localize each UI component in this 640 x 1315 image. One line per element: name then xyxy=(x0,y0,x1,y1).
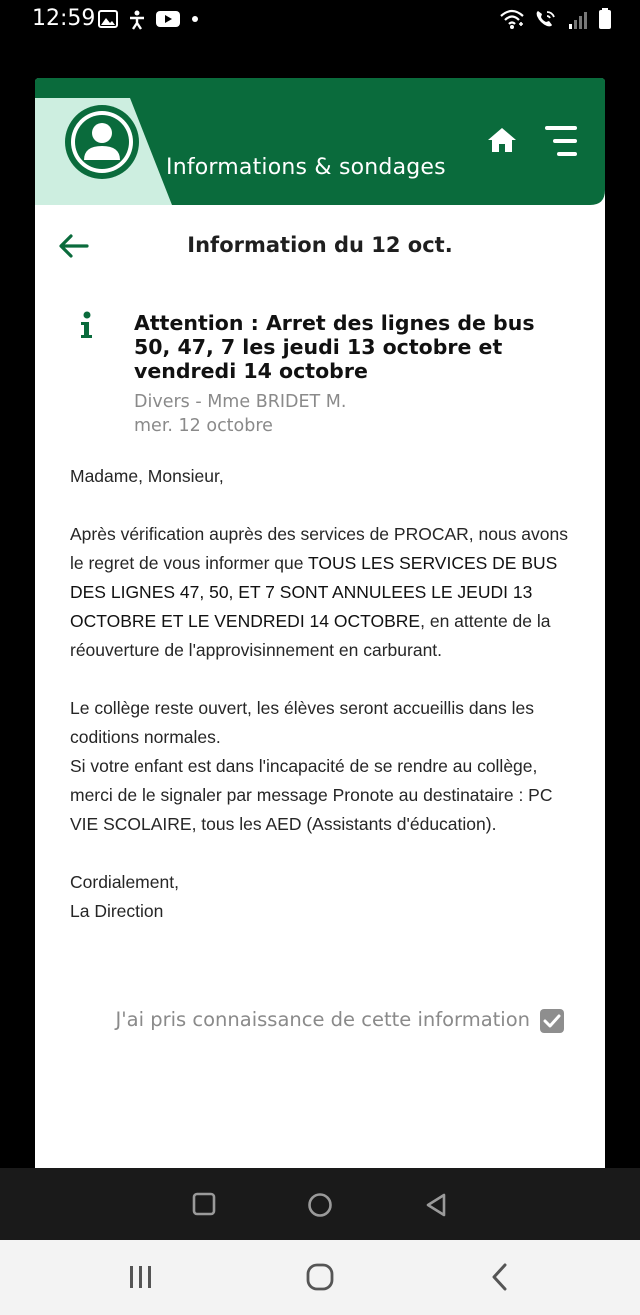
message-meta xyxy=(134,390,554,438)
message-body xyxy=(70,462,575,926)
triangle-back-icon[interactable] xyxy=(424,1192,448,1218)
dot-icon xyxy=(192,16,198,22)
message-title: Attention : Arret des lignes de bus 50, 47, 7 les jeudi 13 octobre et vendredi 14 octobre xyxy=(134,311,535,383)
status-bar xyxy=(0,0,640,40)
square-icon[interactable] xyxy=(192,1192,216,1216)
wifi-calling-icon xyxy=(533,8,559,30)
message-paragraph-2: Le collège reste ouvert, les élèves seront accueillis dans les coditions normales. xyxy=(70,698,534,747)
page-title: Information du 12 oct. xyxy=(187,233,453,257)
chevron-back-icon[interactable] xyxy=(488,1262,510,1292)
recent-apps-icon[interactable] xyxy=(128,1264,154,1290)
message-signature: La Direction xyxy=(70,901,164,921)
home-icon[interactable] xyxy=(486,126,518,154)
app-header xyxy=(35,78,605,205)
acknowledge-row[interactable] xyxy=(35,1006,605,1036)
signal-icon xyxy=(568,8,590,30)
message-paragraph-3: Si votre enfant est dans l'incapacité de se rendre au collège, merci de le signaler par message Pronote au destinataire : PC VIE SCOLAIRE, tous les AED (Assistants d'éducation). xyxy=(70,756,553,834)
message-paragraph-1 xyxy=(70,520,575,665)
p1-highlight: TOUS LES SERVICES DE BUS DES LIGNES 47, 50, ET 7 SONT ANNULEES LE JEUDI 13 OCTOBRE ET LE VENDREDI 14 OCTOBRE xyxy=(70,553,558,631)
check-icon xyxy=(540,1009,564,1033)
youtube-icon xyxy=(156,10,180,28)
battery-icon xyxy=(598,8,612,30)
info-card xyxy=(35,78,605,1168)
image-icon xyxy=(98,10,118,28)
header-title: Informations & sondages xyxy=(166,155,446,180)
menu-icon[interactable] xyxy=(543,124,579,158)
p1-intro: Après vérification auprès des services de PROCAR, nous avons le regret de vous informer que xyxy=(70,524,569,573)
acknowledge-checkbox[interactable] xyxy=(540,1009,564,1033)
acknowledge-label[interactable]: J'ai pris connaissance de cette information xyxy=(115,1008,530,1031)
avatar-icon xyxy=(64,104,140,180)
message-category-author: Divers - Mme BRIDET M. xyxy=(134,392,347,412)
message-greeting: Madame, Monsieur, xyxy=(70,466,224,486)
home-circle-icon[interactable] xyxy=(306,1263,334,1291)
system-nav-bar xyxy=(0,1240,640,1315)
message-closing: Cordialement, xyxy=(70,872,179,892)
circle-icon[interactable] xyxy=(307,1192,333,1218)
app-nav-bar xyxy=(0,1168,640,1240)
status-time: 12:59 xyxy=(32,6,96,31)
accessibility-icon xyxy=(126,10,148,30)
message-date: mer. 12 octobre xyxy=(134,416,273,436)
info-icon xyxy=(78,311,94,339)
p1-end: , en attente de la réouverture de l'approvisinnement en carburant. xyxy=(70,611,551,660)
wifi-icon xyxy=(499,8,525,30)
